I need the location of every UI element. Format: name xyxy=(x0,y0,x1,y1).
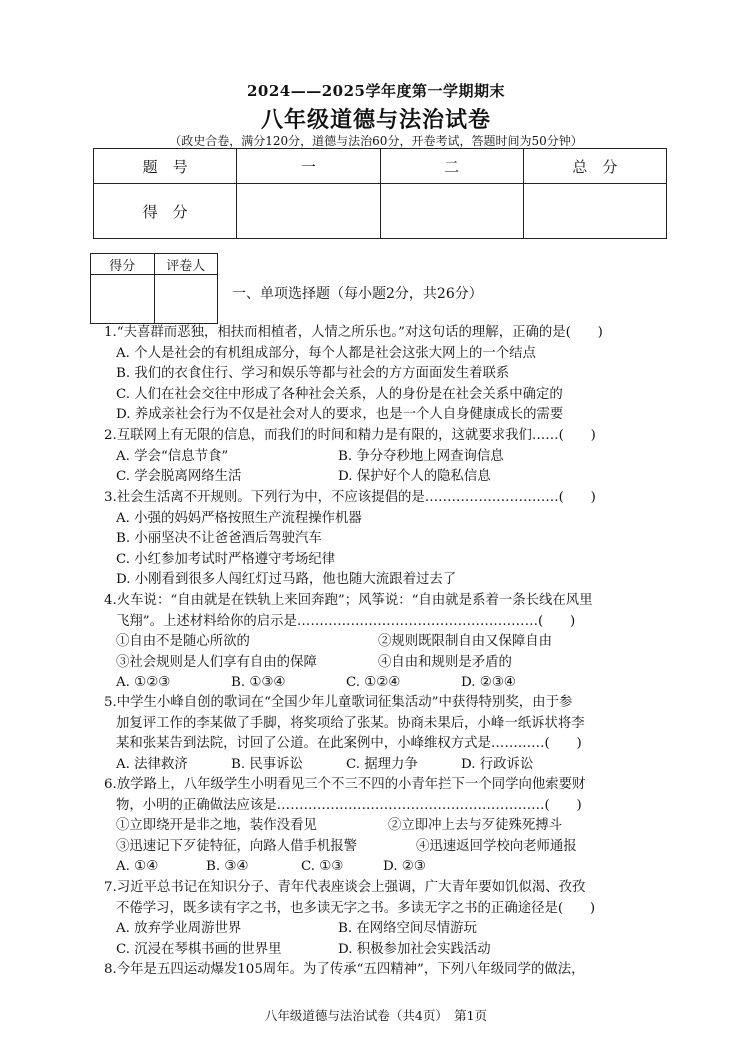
option-b[interactable]: B. ③④ xyxy=(206,859,249,875)
option-b[interactable]: B. 小丽坚决不让爸爸酒后驾驶汽车 xyxy=(116,531,322,547)
option-a[interactable]: A. 学会“信息节食” xyxy=(116,448,229,464)
option-d[interactable]: D. 小刚看到很多人闯红灯过马路，他也随大流跟着过去了 xyxy=(116,572,457,588)
statement-2: ②规则既限制自由又保障自由 xyxy=(378,634,553,650)
question-stem-continued: 加复评工作的李某做了手脚，将奖项给了张某。协商未果后，小峰一纸诉状将李 xyxy=(116,715,585,731)
question-4 xyxy=(104,591,660,694)
score-table-cell: 总 分 xyxy=(523,149,666,184)
option-b[interactable]: B. ①③④ xyxy=(231,675,286,691)
question-5 xyxy=(104,693,660,775)
grader-table xyxy=(90,253,218,324)
question-stem-continued: 不倦学习，既多读有字之书，也多读无字之书。多读无字之书的正确途径是( ) xyxy=(116,900,596,916)
question-2 xyxy=(104,426,660,488)
option-d[interactable]: D. 行政诉讼 xyxy=(461,756,534,772)
question-stem-continued: 某和张某告到法院，讨回了公道。在此案例中，小峰维权方式是…………( ) xyxy=(116,736,582,752)
option-a[interactable]: A. 个人是社会的有机组成部分，每个人都是社会这张大网上的一个结点 xyxy=(116,345,536,361)
question-stem: 8.今年是五四运动爆发105周年。为了传承“五四精神”，下列八年级同学的做法， xyxy=(104,962,585,977)
option-b[interactable]: B. 争分夺秒地上网查询信息 xyxy=(338,448,504,464)
score-blank-cell[interactable] xyxy=(380,184,523,239)
question-stem-continued: 物，小明的正确做法应该是……………………………………………………( ) xyxy=(116,797,582,813)
score-table-cell: 一 xyxy=(237,149,380,184)
statement-4: ④迅速返回学校向老师通报 xyxy=(416,838,577,854)
question-stem: 2.互联网上有无限的信息，而我们的时间和精力是有限的，这就要求我们……( ) xyxy=(104,428,596,443)
grader-name-blank[interactable] xyxy=(154,275,218,324)
option-c[interactable]: C. 学会脱离网络生活 xyxy=(116,469,242,485)
option-b[interactable]: B. 民事诉讼 xyxy=(231,756,303,772)
option-d[interactable]: D. 积极参加社会实践活动 xyxy=(338,941,491,957)
question-6 xyxy=(104,775,660,878)
question-stem: 5.中学生小峰自创的歌词在“全国少年儿童歌词征集活动”中获得特别奖，由于参 xyxy=(104,695,573,710)
statement-4: ④自由和规则是矛盾的 xyxy=(378,654,512,670)
score-table-score-row xyxy=(94,184,667,239)
statement-2: ②立即冲上去与歹徒殊死搏斗 xyxy=(388,818,563,834)
question-stem-continued: 飞翔”。上述材料给你的启示是………………………………………………( ) xyxy=(116,613,576,629)
question-stem: 6.放学路上，八年级学生小明看见三个不三不四的小青年拦下一个同学向他索要财 xyxy=(104,777,586,792)
section-title: 一、单项选择题（每小题2分，共26分） xyxy=(232,286,483,302)
question-3 xyxy=(104,488,660,591)
option-d[interactable]: D. 养成亲社会行为不仅是社会对人的要求，也是一个人自身健康成长的需要 xyxy=(116,407,564,423)
option-a[interactable]: A. 放弃学业周游世界 xyxy=(116,921,242,937)
question-1 xyxy=(104,323,660,426)
option-a[interactable]: A. ①②③ xyxy=(116,675,171,691)
option-d[interactable]: D. ②③④ xyxy=(461,675,516,691)
grader-name-label: 评卷人 xyxy=(154,254,218,275)
grader-score-blank[interactable] xyxy=(91,275,155,324)
question-7 xyxy=(104,878,660,960)
option-c[interactable]: C. ①②④ xyxy=(346,675,401,691)
statement-3: ③社会规则是人们享有自由的保障 xyxy=(116,654,317,670)
option-d[interactable]: D. 保护好个人的隐私信息 xyxy=(338,469,491,485)
score-table xyxy=(93,148,667,239)
option-c[interactable]: C. 小红参加考试时严格遵守考场纪律 xyxy=(116,551,336,567)
score-blank-cell[interactable] xyxy=(523,184,666,239)
option-c[interactable]: C. ①③ xyxy=(301,859,344,875)
option-d[interactable]: D. ②③ xyxy=(383,859,426,875)
exam-title: 八年级道德与法治试卷 xyxy=(260,107,491,133)
page-footer: 八年级道德与法治试卷（共4页） 第1页 xyxy=(264,1008,488,1023)
statement-1: ①立即绕开是非之地，装作没看见 xyxy=(116,818,317,834)
option-a[interactable]: A. 法律救济 xyxy=(116,756,188,772)
option-b[interactable]: B. 我们的衣食住行、学习和娱乐等都与社会的方方面面发生着联系 xyxy=(116,366,510,382)
question-stem: 7.习近平总书记在知识分子、青年代表座谈会上强调，广大青年要如饥似渴、孜孜 xyxy=(104,880,586,895)
option-b[interactable]: B. 在网络空间尽情游玩 xyxy=(338,921,477,937)
option-c[interactable]: C. 沉浸在琴棋书画的世界里 xyxy=(116,941,282,957)
option-c[interactable]: C. 人们在社会交往中形成了各种社会关系，人的身份是在社会关系中确定的 xyxy=(116,386,563,402)
question-stem: 1.“夫喜群而恶独，相扶而相植者，人情之所乐也。”对这句话的理解，正确的是( ) xyxy=(104,325,603,340)
score-table-cell: 得 分 xyxy=(94,184,237,239)
exam-year-line: 2024——2025学年度第一学期期末 xyxy=(247,82,505,100)
option-a[interactable]: A. 小强的妈妈严格按照生产流程操作机器 xyxy=(116,510,362,526)
statement-1: ①自由不是随心所欲的 xyxy=(116,634,250,650)
question-stem: 4.火车说：“自由就是在铁轨上来回奔跑”；风筝说：“自由就是系着一条长线在风里 xyxy=(104,593,593,608)
score-table-cell: 二 xyxy=(380,149,523,184)
question-stem: 3.社会生活离不开规则。下列行为中，不应该提倡的是…………………………( ) xyxy=(104,490,596,505)
option-a[interactable]: A. ①④ xyxy=(116,859,159,875)
grader-score-label: 得分 xyxy=(91,254,155,275)
score-table-header-row xyxy=(94,149,667,184)
score-blank-cell[interactable] xyxy=(237,184,380,239)
exam-note: （政史合卷，满分120分，道德与法治60分，开卷考试，答题时间为50分钟） xyxy=(169,134,583,148)
score-table-cell: 题 号 xyxy=(94,149,237,184)
statement-3: ③迅速记下歹徒特征，向路人借手机报警 xyxy=(116,838,358,854)
question-8 xyxy=(104,960,660,981)
option-c[interactable]: C. 据理力争 xyxy=(346,756,418,772)
